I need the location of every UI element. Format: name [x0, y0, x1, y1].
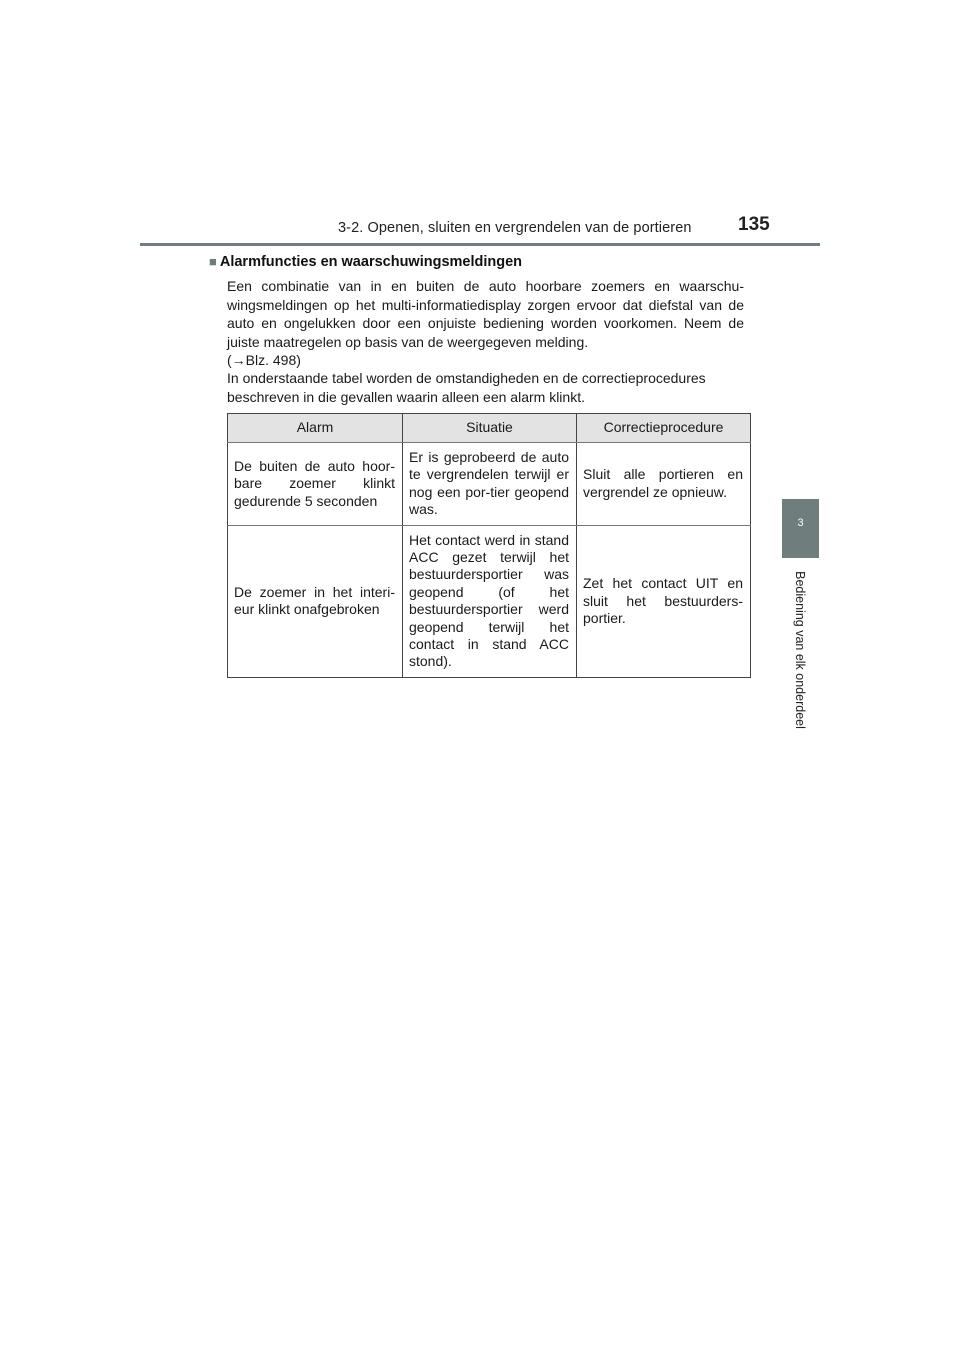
section-heading-text: Alarmfuncties en waarschuwingsmeldingen — [219, 254, 523, 270]
table-row — [228, 443, 751, 526]
table-intro-paragraph — [227, 369, 744, 406]
situatie-cell-text: Er is geprobeerd de auto te vergrendelen terwijl er nog een por-tier geopend was. — [409, 449, 569, 518]
header-divider — [140, 243, 820, 246]
alarm-cell-text: De zoemer in het interi-eur klinkt onafgebroken — [234, 583, 395, 618]
correctie-cell — [577, 525, 751, 677]
alarm-cell — [228, 443, 403, 526]
alarm-cell — [228, 525, 403, 677]
column-header-correctieprocedure: Correctieprocedure — [577, 414, 751, 443]
table-row — [228, 525, 751, 677]
intro-paragraph-body: Een combinatie van in en buiten de auto hoorbare zoemers en waarschu-wingsmeldingen op het multi-informatiedisplay zorgen ervoor dat diefstal van de auto en ongelukken door een onjuiste bediening worden voorkomen. Neem de juiste maatregelen op basis van de weergegeven melding. — [227, 278, 744, 350]
page-reference: (→Blz. 498) — [227, 352, 301, 369]
alarm-cell-text: De buiten de auto hoor-bare zoemer klinkt gedurende 5 seconden — [234, 457, 395, 509]
alarm-table — [227, 413, 751, 678]
situatie-cell-text: Het contact werd in stand ACC gezet terwijl het bestuurdersportier was geopend (of het bestuurdersportier werd geopend terwijl het contact in stand ACC stond). — [409, 531, 569, 670]
chapter-side-tab — [782, 499, 819, 558]
table-header-row — [228, 414, 751, 443]
chapter-side-label: Bediening van elk onderdeel — [793, 571, 807, 729]
page-number: 135 — [738, 214, 770, 235]
correctie-cell-text: Zet het contact UIT en sluit het bestuurders-portier. — [583, 575, 743, 626]
table-intro-last-line: beschreven in die gevallen waarin alleen een alarm klinkt. — [227, 388, 585, 405]
chapter-tab-number: 3 — [797, 517, 804, 529]
correctie-cell-text: Sluit alle portieren en vergrendel ze opnieuw. — [583, 466, 743, 500]
column-header-alarm: Alarm — [228, 414, 403, 443]
correctie-cell — [577, 443, 751, 526]
table-intro-body: In onderstaande tabel worden de omstandigheden en de correctieprocedures — [227, 370, 706, 386]
situatie-cell — [403, 443, 577, 526]
intro-paragraph — [227, 277, 744, 370]
chapter-header-title: 3-2. Openen, sluiten en vergrendelen van de portieren — [338, 220, 692, 236]
section-heading — [209, 254, 749, 270]
situatie-cell — [403, 525, 577, 677]
column-header-situatie: Situatie — [403, 414, 577, 443]
square-bullet-icon: ■ — [209, 254, 217, 269]
